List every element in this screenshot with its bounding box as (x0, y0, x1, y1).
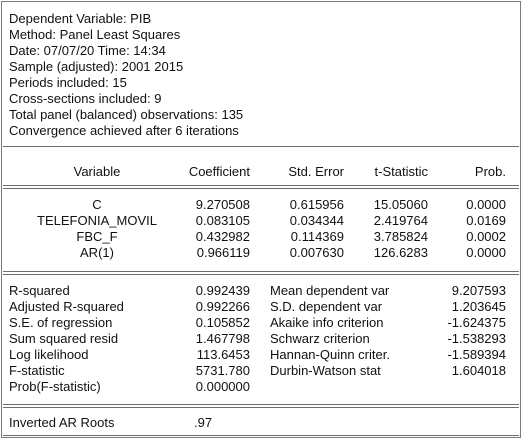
t-statistic-value: 3.785824 (373, 229, 428, 244)
prob-value: 0.0002 (466, 229, 506, 244)
stat-label: Mean dependent var (270, 283, 390, 298)
date-time-line: Date: 07/07/20 Time: 14:34 (9, 43, 166, 58)
sample-line: Sample (adjusted): 2001 2015 (9, 59, 184, 74)
column-header-variable: Variable (73, 164, 121, 179)
stat-label: Schwarz criterion (270, 331, 370, 346)
regression-output-panel (1, 1, 521, 438)
stat-label: Akaike info criterion (270, 315, 384, 330)
method-line: Method: Panel Least Squares (9, 27, 181, 42)
stat-value: 1.467798 (195, 331, 250, 346)
std-error-value: 0.615956 (289, 197, 344, 212)
stat-label: Log likelihood (9, 347, 89, 362)
prob-value: 0.0000 (466, 197, 506, 212)
stat-value: 5731.780 (195, 363, 250, 378)
stat-label: F-statistic (9, 363, 65, 378)
stat-value: 1.203645 (451, 299, 506, 314)
stat-label: R-squared (9, 283, 70, 298)
stat-label: Adjusted R-squared (9, 299, 124, 314)
coef-bottom-rule-1 (3, 271, 519, 272)
stat-value: -1.589394 (447, 347, 506, 362)
column-header-coefficient: Coefficient (188, 164, 250, 179)
dependent-variable-line: Dependent Variable: PIB (9, 11, 152, 26)
variable-name: FBC_F (76, 229, 118, 244)
header-rule-2 (3, 188, 519, 189)
stats-bottom-rule-1 (3, 404, 519, 405)
t-statistic-value: 126.6283 (373, 245, 428, 260)
column-header-t-statistic: t-Statistic (374, 164, 428, 179)
variable-name: C (92, 197, 102, 212)
observations-line: Total panel (balanced) observations: 135 (9, 107, 244, 122)
stat-label: Prob(F-statistic) (9, 379, 101, 394)
header-rule-1 (3, 185, 519, 186)
column-header-prob: Prob. (474, 164, 506, 179)
stat-label: Durbin-Watson stat (270, 363, 381, 378)
variable-name: AR(1) (80, 245, 114, 260)
t-statistic-value: 15.05060 (373, 197, 428, 212)
cross-sections-line: Cross-sections included: 9 (9, 91, 162, 106)
stat-label: Sum squared resid (9, 331, 119, 346)
stat-label: S.D. dependent var (270, 299, 383, 314)
coefficient-value: 9.270508 (195, 197, 250, 212)
periods-line: Periods included: 15 (9, 75, 127, 90)
inverted-ar-roots-value: .97 (194, 415, 213, 430)
stat-value: 9.207593 (451, 283, 506, 298)
stat-value: 0.105852 (195, 315, 250, 330)
inverted-ar-roots-label: Inverted AR Roots (9, 415, 115, 430)
stats-bottom-rule-2 (3, 407, 519, 408)
coefficient-value: 0.083105 (195, 213, 250, 228)
stat-value: 0.992439 (195, 283, 250, 298)
t-statistic-value: 2.419764 (373, 213, 428, 228)
stat-value: -1.624375 (447, 315, 506, 330)
table-bottom-rule (3, 435, 519, 436)
coefficient-value: 0.432982 (195, 229, 250, 244)
prob-value: 0.0169 (466, 213, 506, 228)
std-error-value: 0.007630 (289, 245, 344, 260)
stat-value: 0.000000 (195, 379, 250, 394)
std-error-value: 0.034344 (289, 213, 344, 228)
stat-value: 0.992266 (195, 299, 250, 314)
stat-value: 113.6453 (196, 347, 250, 362)
stat-value: -1.538293 (447, 331, 506, 346)
coefficient-value: 0.966119 (196, 245, 250, 260)
coef-bottom-rule-2 (3, 274, 519, 275)
column-header-std-error: Std. Error (288, 164, 344, 179)
stat-value: 1.604018 (451, 363, 506, 378)
stat-label: Hannan-Quinn criter. (270, 347, 390, 362)
stat-label: S.E. of regression (9, 315, 113, 330)
table-top-rule (3, 146, 519, 147)
variable-name: TELEFONIA_MOVIL (37, 213, 157, 228)
std-error-value: 0.114369 (290, 229, 344, 244)
prob-value: 0.0000 (466, 245, 506, 260)
convergence-line: Convergence achieved after 6 iterations (9, 123, 239, 138)
